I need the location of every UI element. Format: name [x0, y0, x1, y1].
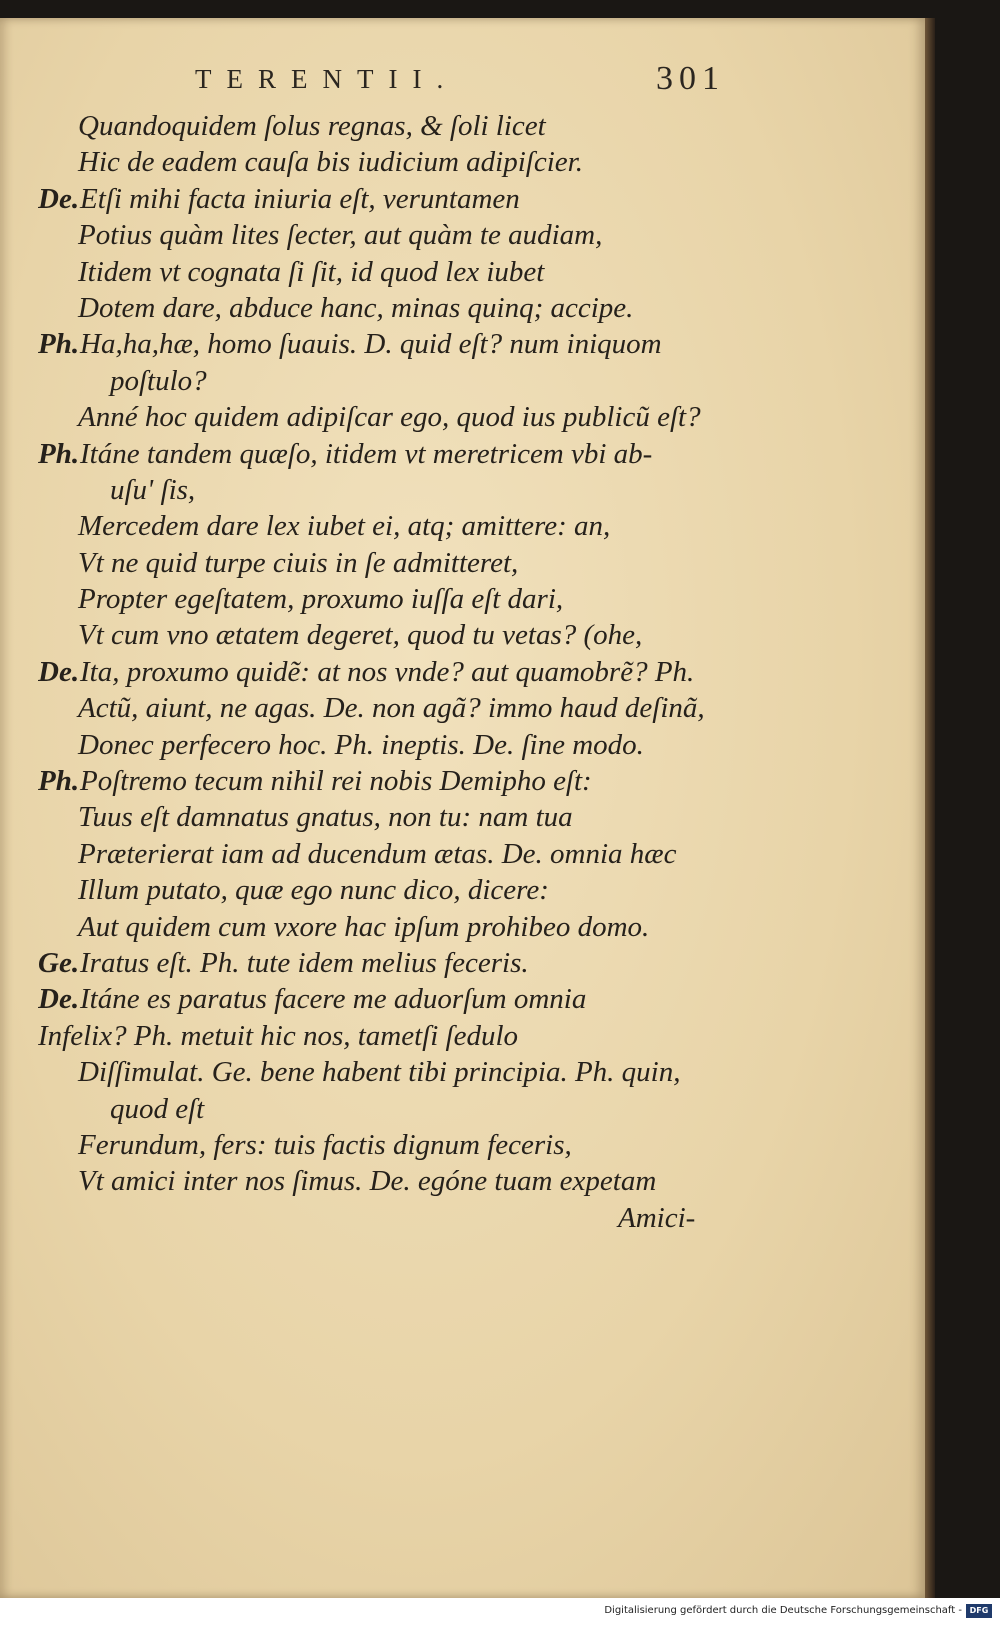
text-line	[38, 763, 728, 799]
text-line	[38, 1200, 728, 1236]
line-text: Potius quàm lites ſecter, aut quàm te audiam,	[78, 219, 603, 252]
line-text: Ferundum, fers: tuis factis dignum feceris,	[78, 1128, 572, 1161]
text-line	[38, 1054, 728, 1090]
line-text: Ita, proxumo quidẽ: at nos vnde? aut quamobrẽ? Ph.	[80, 655, 695, 688]
text-line	[38, 945, 728, 981]
line-text: Donec perfecero hoc. Ph. ineptis. De. ſine modo.	[78, 728, 644, 761]
text-line	[38, 1163, 728, 1199]
text-line	[38, 363, 728, 399]
text-line	[38, 836, 728, 872]
line-text: Vt ne quid turpe ciuis in ſe admitteret,	[78, 546, 519, 579]
text-line	[38, 727, 728, 763]
text-line	[38, 326, 728, 362]
text-line	[38, 1018, 728, 1054]
footer-bar	[0, 1598, 1000, 1625]
line-text: poſtulo?	[110, 364, 207, 397]
speaker-label: Ph.	[38, 328, 80, 361]
text-line	[38, 981, 728, 1017]
line-text: Quandoquidem ſolus regnas, & ſoli licet	[78, 110, 546, 142]
text-line	[38, 1127, 728, 1163]
text-line	[38, 872, 728, 908]
text-line	[38, 799, 728, 835]
running-head: TERENTII.	[195, 64, 459, 94]
speaker-label: De.	[38, 182, 80, 215]
line-text: Hic de eadem cauſa bis iudicium adipiſcier.	[78, 146, 583, 179]
text-line	[38, 581, 728, 617]
speaker-label: Ph.	[38, 765, 80, 798]
text-line	[38, 617, 728, 653]
page-edge-right	[925, 18, 935, 1598]
line-text: uſu' ſis,	[110, 473, 196, 506]
speaker-label: De.	[38, 983, 80, 1016]
text-line	[38, 254, 728, 290]
line-text: Propter egeſtatem, proxumo iuſſa eſt dari,	[78, 583, 564, 616]
line-text: Infelix? Ph. metuit hic nos, tametſi ſedulo	[38, 1019, 519, 1052]
text-line	[38, 909, 728, 945]
line-text: Itáne es paratus facere me aduorſum omnia	[80, 983, 587, 1016]
line-text: Actũ, aiunt, ne agas. De. non agã? immo haud deſinã,	[78, 692, 705, 725]
line-text: Dotem dare, abduce hanc, minas quinq; accipe.	[78, 291, 634, 324]
line-text: Ha,ha,hæ, homo ſuauis. D. quid eſt? num iniquom	[80, 328, 662, 361]
speaker-label: Ge.	[38, 946, 80, 979]
line-text: quod eſt	[110, 1092, 205, 1125]
text-line	[38, 290, 728, 326]
text-line	[38, 545, 728, 581]
line-text: Vt cum vno ætatem degeret, quod tu vetas? (ohe,	[78, 619, 643, 652]
line-text: Diſſimulat. Ge. bene habent tibi principia. Ph. quin,	[78, 1056, 681, 1089]
text-line	[38, 1091, 728, 1127]
text-line	[38, 399, 728, 435]
line-text: Vt amici inter nos ſimus. De. egóne tuam expetam	[78, 1165, 657, 1198]
line-text: Anné hoc quidem adipiſcar ego, quod ius publicũ eſt?	[78, 401, 701, 434]
page-number: 301	[656, 60, 725, 97]
line-text: Itáne tandem quæſo, itidem vt meretricem vbi ab-	[80, 437, 653, 470]
line-text: Iratus eſt. Ph. tute idem melius feceris.	[80, 946, 529, 979]
text-line	[38, 181, 728, 217]
text-line	[38, 654, 728, 690]
funding-credit: Digitalisierung gefördert durch die Deutsche Forschungsgemeinschaft -	[604, 1605, 962, 1616]
text-line	[38, 690, 728, 726]
page-header	[195, 60, 725, 104]
line-text: Aut quidem cum vxore hac ipſum prohibeo domo.	[78, 910, 650, 943]
line-text: Illum putato, quæ ego nunc dico, dicere:	[78, 874, 549, 907]
line-text: Tuus eſt damnatus gnatus, non tu: nam tua	[78, 801, 573, 834]
text-block	[38, 108, 728, 1236]
dfg-logo: DFG	[966, 1604, 992, 1618]
text-line	[38, 508, 728, 544]
line-text: Amici-	[618, 1201, 696, 1234]
speaker-label: Ph.	[38, 437, 80, 470]
text-line	[38, 108, 728, 144]
text-line	[38, 217, 728, 253]
speaker-label: De.	[38, 655, 80, 688]
line-text: Poſtremo tecum nihil rei nobis Demipho eſt:	[80, 765, 592, 798]
line-text: Etſi mihi facta iniuria eſt, veruntamen	[80, 182, 520, 215]
line-text: Itidem vt cognata ſi ſit, id quod lex iubet	[78, 255, 545, 288]
line-text: Præterierat iam ad ducendum ætas. De. omnia hæc	[78, 837, 677, 870]
text-line	[38, 144, 728, 180]
text-line	[38, 436, 728, 472]
line-text: Mercedem dare lex iubet ei, atq; amittere: an,	[78, 510, 611, 543]
text-line	[38, 472, 728, 508]
